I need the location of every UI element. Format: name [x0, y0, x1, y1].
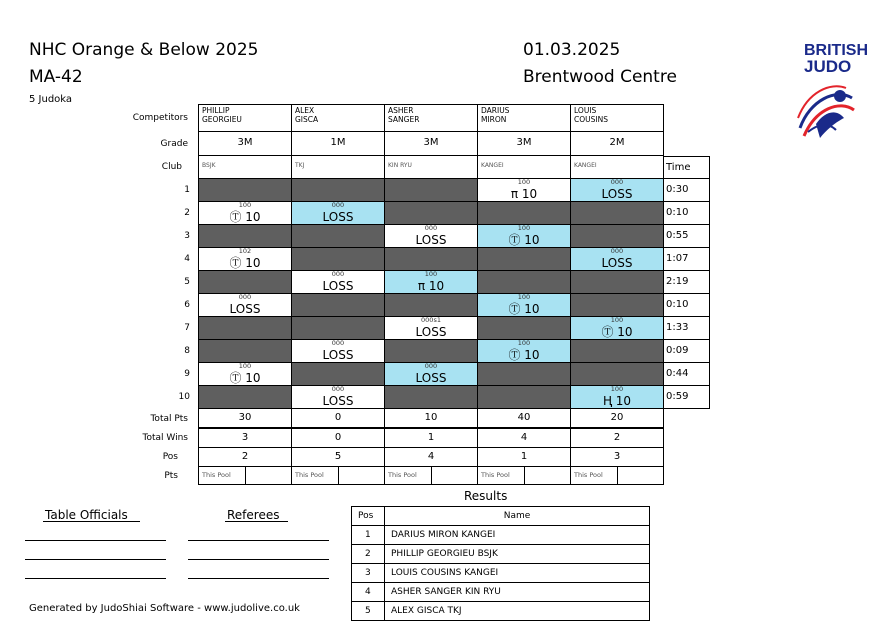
match-time: 1:33	[663, 316, 710, 340]
empty-match-cell	[291, 247, 385, 271]
match-score: 000	[238, 293, 252, 301]
table-officials-label: Table Officials	[45, 508, 128, 522]
pool-pts-cell	[338, 466, 385, 485]
pool-pts-cell	[431, 466, 478, 485]
match-result-cell	[477, 178, 571, 202]
match-score: 000	[331, 339, 345, 347]
competitor-grade: 2M	[570, 131, 664, 156]
competitor-grade: 3M	[384, 131, 478, 156]
pos-cell: 2	[198, 447, 292, 467]
results-pos-header: Pos	[351, 506, 385, 526]
match-outcome: π 10	[417, 279, 445, 293]
match-result-cell	[291, 201, 385, 225]
match-score: 000	[610, 247, 624, 255]
official-line-2	[25, 559, 166, 560]
match-number: 1	[184, 185, 190, 195]
match-score: 100	[238, 201, 252, 209]
match-time: 1:07	[663, 247, 710, 271]
empty-match-cell	[570, 293, 664, 317]
match-score: 100	[517, 224, 531, 232]
competitor-name: LOUIS COUSINS	[570, 104, 664, 132]
match-result-cell	[477, 339, 571, 363]
this-pool-cell: This Pool	[198, 466, 246, 485]
match-score: 100	[424, 270, 438, 278]
match-result-cell	[384, 224, 478, 248]
empty-match-cell	[384, 178, 478, 202]
empty-match-cell	[570, 201, 664, 225]
logo-line1: BRITISH	[804, 42, 868, 59]
match-result-cell	[477, 293, 571, 317]
results-name-header: Name	[384, 506, 650, 526]
match-result-cell	[570, 316, 664, 340]
time-header: Time	[663, 156, 710, 179]
match-number: 7	[184, 323, 190, 333]
footer-credit: Generated by JudoShiai Software - www.judolive.co.uk	[29, 603, 300, 614]
results-pos-cell: 1	[351, 525, 385, 545]
empty-match-cell	[384, 201, 478, 225]
competitor-club: KANGEI	[477, 155, 571, 179]
competitor-name: PHILLIP GEORGIEU	[198, 104, 292, 132]
match-result-cell	[198, 247, 292, 271]
match-outcome: LOSS	[322, 279, 354, 293]
official-line-3	[25, 578, 166, 579]
empty-match-cell	[477, 270, 571, 294]
empty-match-cell	[198, 385, 292, 409]
match-score: 100	[610, 385, 624, 393]
total-pts-cell: 30	[198, 408, 292, 428]
total-wins-cell: 0	[291, 428, 385, 448]
total-pts-cell: 40	[477, 408, 571, 428]
competitor-club: BSJK	[198, 155, 292, 179]
referee-line-3	[188, 578, 329, 579]
total-wins-cell: 2	[570, 428, 664, 448]
official-line-1	[25, 540, 166, 541]
competitor-name: ASHER SANGER	[384, 104, 478, 132]
results-title: Results	[464, 489, 508, 503]
total-wins-cell: 4	[477, 428, 571, 448]
match-result-cell	[198, 293, 292, 317]
logo-line2: JUDO	[804, 57, 852, 76]
venue-name: Brentwood Centre	[523, 67, 677, 87]
results-pos-cell: 3	[351, 563, 385, 583]
this-pool-cell: This Pool	[384, 466, 432, 485]
results-pos-cell: 2	[351, 544, 385, 564]
match-score: 000	[424, 224, 438, 232]
match-result-cell	[384, 362, 478, 386]
match-outcome: Ⓣ 10	[601, 325, 633, 339]
results-name-cell: LOUIS COUSINS KANGEI	[384, 563, 650, 583]
empty-match-cell	[384, 339, 478, 363]
match-score: 102	[238, 247, 252, 255]
total-wins-cell: 1	[384, 428, 478, 448]
total-pts-label: Total Pts	[150, 414, 188, 424]
empty-match-cell	[570, 362, 664, 386]
match-outcome: Ⓣ 10	[229, 256, 261, 270]
empty-match-cell	[198, 224, 292, 248]
match-score: 100	[238, 362, 252, 370]
grade-label: Grade	[160, 139, 188, 149]
results-pos-cell: 4	[351, 582, 385, 602]
competitor-grade: 3M	[477, 131, 571, 156]
pos-cell: 4	[384, 447, 478, 467]
competitor-name: DARIUS MIRON	[477, 104, 571, 132]
referee-line-2	[188, 559, 329, 560]
match-time: 0:10	[663, 293, 710, 317]
pool-pts-cell	[245, 466, 292, 485]
match-result-cell	[570, 247, 664, 271]
competitor-grade: 1M	[291, 131, 385, 156]
match-number: 10	[178, 392, 190, 402]
match-result-cell	[570, 385, 664, 409]
event-date: 01.03.2025	[523, 40, 621, 60]
competitor-club: TKJ	[291, 155, 385, 179]
empty-match-cell	[384, 293, 478, 317]
empty-match-cell	[291, 224, 385, 248]
match-score: 100	[610, 316, 624, 324]
tournament-title: NHC Orange & Below 2025	[29, 40, 259, 60]
match-result-cell	[291, 385, 385, 409]
club-label: Club	[161, 162, 182, 172]
referee-line-1	[188, 540, 329, 541]
pos-cell: 5	[291, 447, 385, 467]
match-score: 000	[610, 178, 624, 186]
empty-match-cell	[198, 316, 292, 340]
empty-match-cell	[477, 316, 571, 340]
match-score: 100	[517, 178, 531, 186]
empty-match-cell	[477, 362, 571, 386]
match-score: 000s1	[421, 316, 441, 324]
match-result-cell	[291, 270, 385, 294]
empty-match-cell	[198, 270, 292, 294]
match-outcome: LOSS	[415, 325, 447, 339]
match-outcome: LOSS	[601, 256, 633, 270]
match-time: 0:55	[663, 224, 710, 248]
empty-match-cell	[384, 385, 478, 409]
this-pool-cell: This Pool	[477, 466, 525, 485]
empty-match-cell	[477, 385, 571, 409]
match-number: 8	[184, 346, 190, 356]
pts-label: Pts	[164, 471, 178, 481]
competitor-name: ALEX GISCA	[291, 104, 385, 132]
empty-match-cell	[384, 247, 478, 271]
match-score: 000	[424, 362, 438, 370]
empty-match-cell	[291, 178, 385, 202]
results-pos-cell: 5	[351, 601, 385, 621]
pool-pts-cell	[617, 466, 664, 485]
pos-label: Pos	[162, 452, 178, 462]
total-wins-label: Total Wins	[142, 433, 188, 443]
empty-match-cell	[198, 339, 292, 363]
match-time: 0:10	[663, 201, 710, 225]
match-score: 000	[331, 270, 345, 278]
results-name-cell: ASHER SANGER KIN RYU	[384, 582, 650, 602]
match-outcome: Ⓣ 10	[229, 210, 261, 224]
referees-underline	[225, 521, 288, 522]
match-number: 2	[184, 208, 190, 218]
competitor-grade: 3M	[198, 131, 292, 156]
match-outcome: LOSS	[415, 233, 447, 247]
empty-match-cell	[291, 293, 385, 317]
match-outcome: π 10	[510, 187, 538, 201]
match-result-cell	[477, 224, 571, 248]
match-result-cell	[570, 178, 664, 202]
match-number: 5	[184, 277, 190, 287]
match-outcome: LOSS	[229, 302, 261, 316]
referees-label: Referees	[227, 508, 280, 522]
empty-match-cell	[477, 247, 571, 271]
match-result-cell	[198, 362, 292, 386]
empty-match-cell	[198, 178, 292, 202]
match-number: 3	[184, 231, 190, 241]
match-number: 6	[184, 300, 190, 310]
pool-pts-cell	[524, 466, 571, 485]
match-outcome: Ⓣ 10	[508, 348, 540, 362]
match-outcome: Ⓣ 10	[508, 233, 540, 247]
pos-cell: 3	[570, 447, 664, 467]
match-result-cell	[198, 201, 292, 225]
match-result-cell	[384, 270, 478, 294]
match-outcome: LOSS	[415, 371, 447, 385]
match-number: 4	[184, 254, 190, 264]
total-pts-cell: 20	[570, 408, 664, 428]
pos-cell: 1	[477, 447, 571, 467]
judoka-emblem-icon	[796, 78, 858, 144]
match-outcome: Ⓣ 10	[508, 302, 540, 316]
match-time: 0:44	[663, 362, 710, 386]
match-outcome: LOSS	[322, 348, 354, 362]
this-pool-cell: This Pool	[291, 466, 339, 485]
match-outcome: Ⓣ 10	[229, 371, 261, 385]
match-outcome: Ң 10	[602, 394, 632, 408]
results-name-cell: DARIUS MIRON KANGEI	[384, 525, 650, 545]
match-score: 100	[517, 339, 531, 347]
match-outcome: LOSS	[322, 210, 354, 224]
match-score: 000	[331, 385, 345, 393]
empty-match-cell	[570, 224, 664, 248]
empty-match-cell	[570, 270, 664, 294]
match-time: 0:59	[663, 385, 710, 409]
competitor-club: KIN RYU	[384, 155, 478, 179]
match-result-cell	[291, 339, 385, 363]
competitor-club: KANGEI	[570, 155, 664, 179]
match-result-cell	[384, 316, 478, 340]
empty-match-cell	[570, 339, 664, 363]
total-pts-cell: 0	[291, 408, 385, 428]
judoka-count: 5 Judoka	[29, 94, 73, 105]
match-outcome: LOSS	[322, 394, 354, 408]
category-label: MA-42	[29, 67, 83, 87]
results-name-cell: PHILLIP GEORGIEU BSJK	[384, 544, 650, 564]
match-outcome: LOSS	[601, 187, 633, 201]
empty-match-cell	[477, 201, 571, 225]
match-score: 000	[331, 201, 345, 209]
competitors-label: Competitors	[132, 113, 188, 123]
match-time: 2:19	[663, 270, 710, 294]
table-officials-underline	[43, 521, 140, 522]
empty-match-cell	[291, 362, 385, 386]
empty-match-cell	[291, 316, 385, 340]
match-score: 100	[517, 293, 531, 301]
results-name-cell: ALEX GISCA TKJ	[384, 601, 650, 621]
match-time: 0:30	[663, 178, 710, 202]
match-number: 9	[184, 369, 190, 379]
total-pts-cell: 10	[384, 408, 478, 428]
match-time: 0:09	[663, 339, 710, 363]
total-wins-cell: 3	[198, 428, 292, 448]
this-pool-cell: This Pool	[570, 466, 618, 485]
